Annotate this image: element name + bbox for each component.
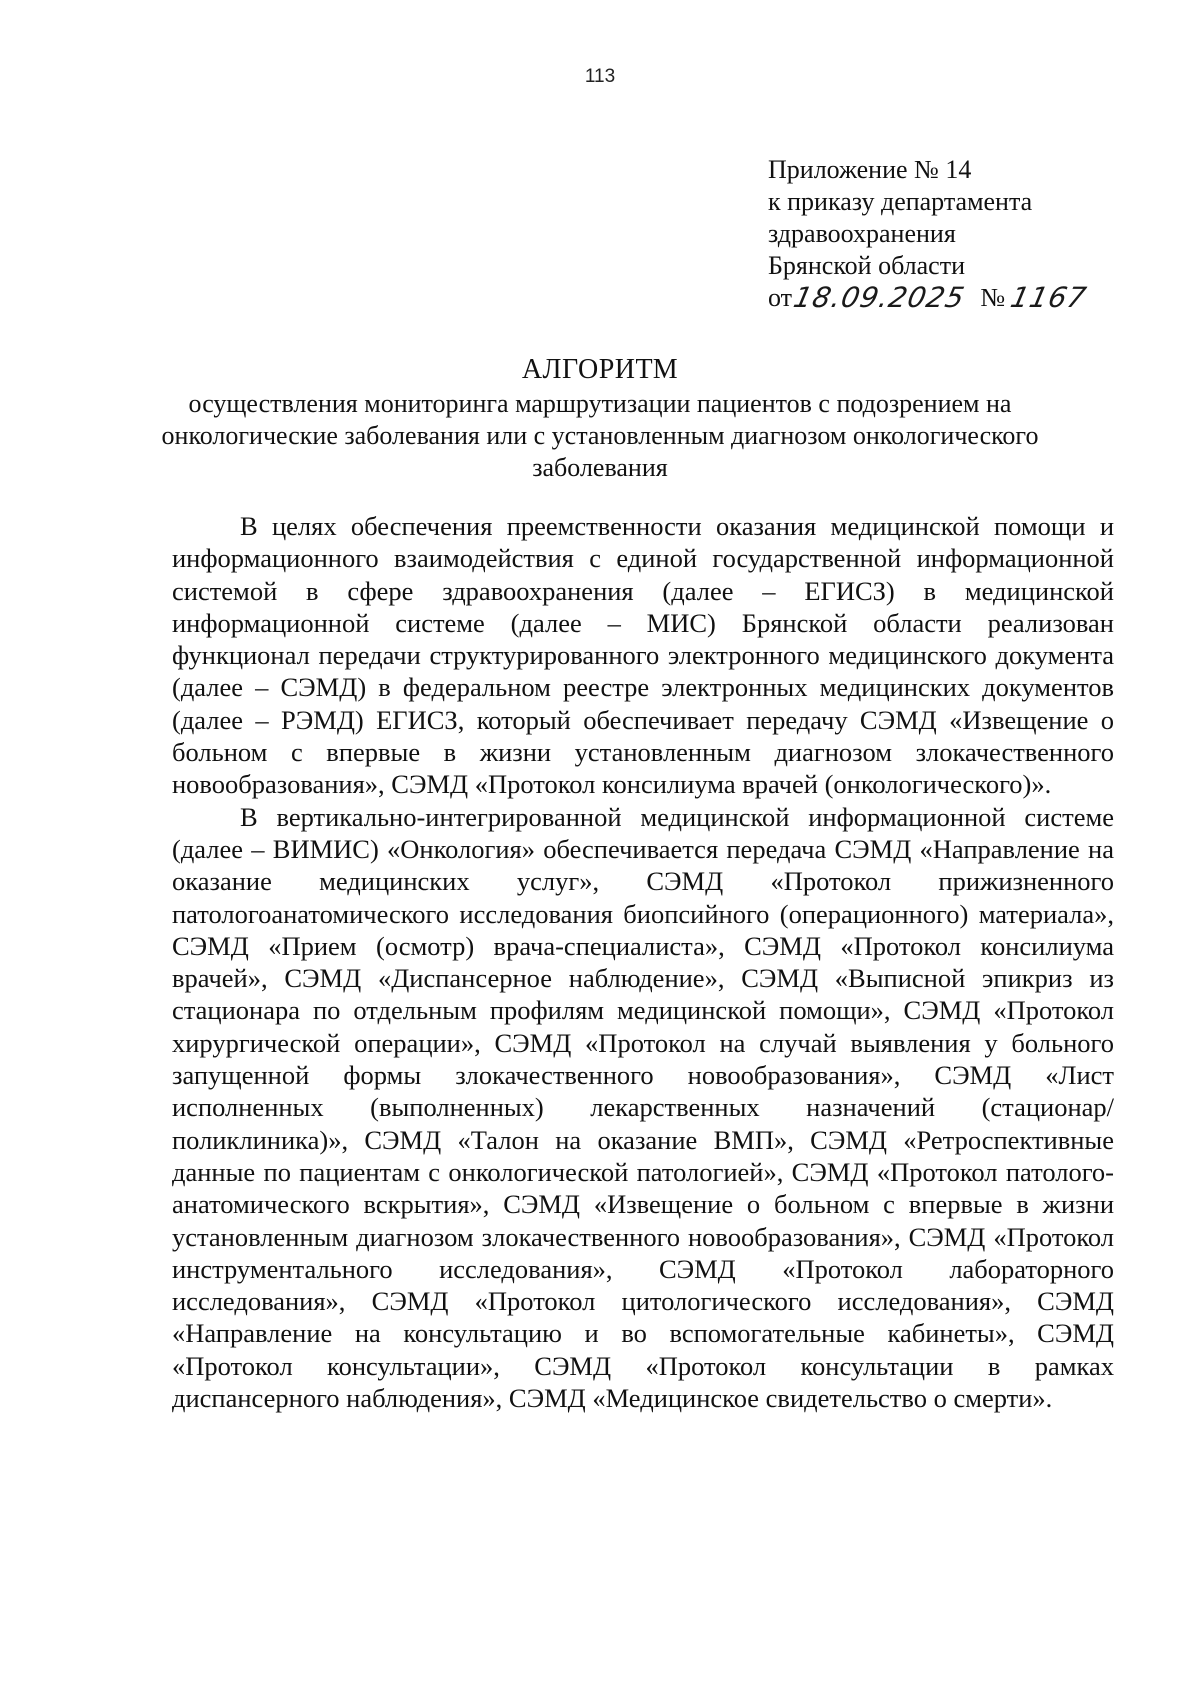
paragraph-egisz: В целях обеспечения преемственности оказания медицинской помощи и информационного взаимодействия с единой государственной информационной системой в сфере здравоохранения (далее – ЕГИСЗ) в медицинской информационной системе (далее – МИС) Брянской области реализован функционал передачи структурированного электронного медицинского документа (далее – СЭМД) в федеральном реестре электронных медицинских документов (далее – РЭМД) ЕГИСЗ, который обеспечивает передачу СЭМД «Извещение о больном с впервые в жизни установленным диагнозом злокачественного новообразования», СЭМД «Протокол консилиума врачей (онкологического)». <box>172 511 1114 800</box>
appendix-department: здравоохранения <box>768 219 956 248</box>
handwritten-order-number: 1167 <box>1007 281 1091 314</box>
appendix-header <box>768 154 1168 314</box>
document-title-block <box>150 352 1050 484</box>
order-number-prefix: № <box>980 283 1006 312</box>
appendix-title: Приложение № 14 <box>768 155 972 184</box>
order-date-number <box>768 282 1168 314</box>
document-body <box>172 510 1114 1414</box>
paragraph-vimis: В вертикально-интегрированной медицинской информационной системе (далее – ВИМИС) «Онкология» обеспечивается передача СЭМД «Направление на оказание медицинских услуг», СЭМД «Протокол прижизненного патологоанатомического исследования биопсийного (операционного) материала», СЭМД «Прием (осмотр) врача-специалиста», СЭМД «Протокол консилиума врачей», СЭМД «Диспансерное наблюдение», СЭМД «Выписной эпикриз из стационара по отдельным профилям медицинской помощи», СЭМД «Протокол хирургической операции», СЭМД «Протокол на случай выявления у больного запущенной формы злокачественного новообразования», СЭМД «Лист исполненных (выполненных) лекарственных назначений (стационар/поликлиника)», СЭМД «Талон на оказание ВМП», СЭМД «Ретроспективные данные по пациентам с онкологической патологией», СЭМД «Протокол патолого-анатомического вскрытия», СЭМД «Извещение о больном с впервые в жизни установленным диагнозом злокачественного новообразования», СЭМД «Протокол инструментального исследования», СЭМД «Протокол лабораторного исследования», СЭМД «Протокол цитологического исследования», СЭМД «Направление на консультацию и во вспомогательные кабинеты», СЭМД «Протокол консультации», СЭМД «Протокол консультации в рамках диспансерного наблюдения», СЭМД «Медицинское свидетельство о смерти». <box>172 801 1114 1414</box>
handwritten-order-date: 18.09.2025 <box>790 281 968 314</box>
appendix-order-ref: к приказу департамента <box>768 187 1033 216</box>
appendix-region: Брянской области <box>768 251 965 280</box>
document-title: АЛГОРИТМ <box>521 354 679 385</box>
page-number: 113 <box>584 66 616 87</box>
order-date-prefix: от <box>768 283 793 312</box>
document-subtitle: осуществления мониторинга маршрутизации пациентов с подозрением на онкологические заболевания или с установленным диагнозом онкологического заболевания <box>161 389 1039 482</box>
